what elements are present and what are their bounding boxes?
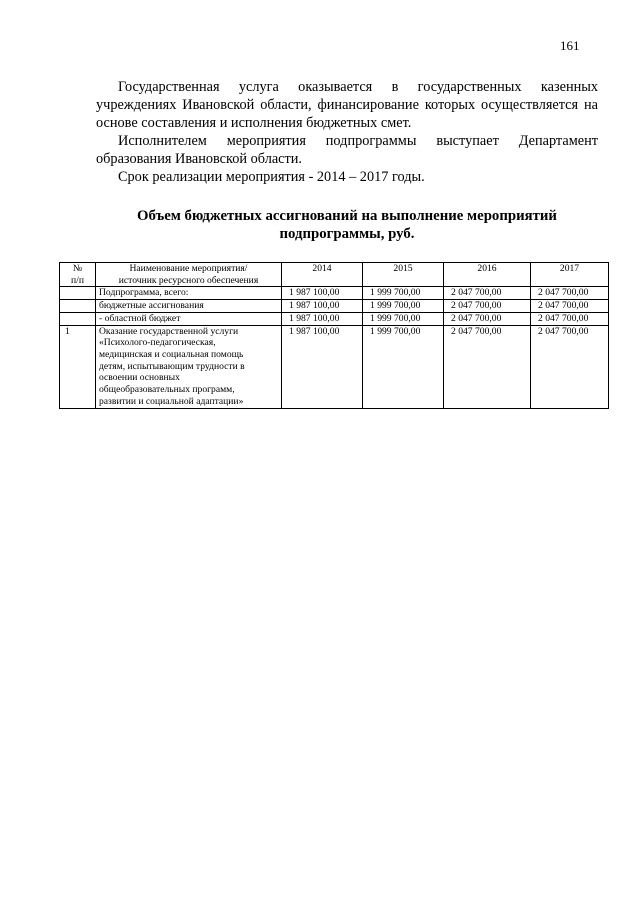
header-number (60, 263, 96, 287)
header-name (96, 263, 282, 287)
budget-heading-line1: Объем бюджетных ассигнований на выполнение мероприятий (137, 208, 557, 224)
row-name-line: общеобразовательных программ, (99, 384, 235, 396)
row-value-2015: 1 999 700,00 (363, 300, 444, 313)
row-name-line: «Психолого-педагогическая, (99, 337, 216, 349)
header-name-line1: Наименование мероприятия/ (129, 263, 248, 274)
row-value-2015: 1 999 700,00 (363, 312, 444, 325)
header-year-2015: 2015 (363, 263, 444, 287)
table-row-service-activity (60, 325, 609, 409)
page-number: 161 (560, 38, 580, 53)
budget-heading (96, 207, 598, 243)
table-row-subprogram-total (60, 287, 609, 300)
paragraph-service-description: Государственная услуга оказывается в государственных казенных учреждениях Ивановской области, финансирование которых осуществляется на основе составления и исполнения бюджетных смет. (96, 79, 598, 131)
row-value-2016: 2 047 700,00 (444, 312, 531, 325)
row-value-2014: 1 987 100,00 (282, 325, 363, 409)
row-value-2017: 2 047 700,00 (531, 287, 609, 300)
table-row-budget-allocations (60, 300, 609, 313)
row-value-2016: 2 047 700,00 (444, 325, 531, 409)
header-number-line2: п/п (71, 274, 84, 286)
paragraph-executor: Исполнителем мероприятия подпрограммы выступает Департамент образования Ивановской области. (96, 133, 598, 167)
row-value-2016: 2 047 700,00 (444, 287, 531, 300)
row-value-2017: 2 047 700,00 (531, 325, 609, 409)
row-value-2015: 1 999 700,00 (363, 325, 444, 409)
header-year-2014: 2014 (282, 263, 363, 287)
row-name: Подпрограмма, всего: (96, 287, 282, 300)
row-number (60, 300, 96, 313)
header-number-line1: № (72, 263, 83, 274)
budget-table (59, 262, 609, 409)
header-year-2016: 2016 (444, 263, 531, 287)
budget-heading-line2: подпрограммы, руб. (279, 226, 415, 242)
row-name (96, 325, 282, 409)
row-name-line: развитии и социальной адаптации» (99, 395, 244, 407)
row-value-2014: 1 987 100,00 (282, 287, 363, 300)
row-name: бюджетные ассигнования (96, 300, 282, 313)
table-header-row (60, 263, 609, 287)
row-number (60, 287, 96, 300)
header-name-line2: источник ресурсного обеспечения (118, 274, 259, 286)
row-name-line: освоении основных (99, 372, 180, 384)
row-name-line: детям, испытывающим трудности в (99, 360, 245, 372)
row-name-line: медицинская и социальная помощь (99, 348, 244, 360)
paragraph-timeline: Срок реализации мероприятия - 2014 – 2017 годы. (118, 169, 425, 185)
row-value-2016: 2 047 700,00 (444, 300, 531, 313)
row-name-line: Оказание государственной услуги (99, 325, 239, 337)
row-number: 1 (60, 325, 96, 409)
row-value-2014: 1 987 100,00 (282, 300, 363, 313)
row-value-2014: 1 987 100,00 (282, 312, 363, 325)
row-value-2015: 1 999 700,00 (363, 287, 444, 300)
row-value-2017: 2 047 700,00 (531, 300, 609, 313)
row-name: - областной бюджет (96, 312, 282, 325)
header-year-2017: 2017 (531, 263, 609, 287)
row-number (60, 312, 96, 325)
row-value-2017: 2 047 700,00 (531, 312, 609, 325)
table-row-regional-budget (60, 312, 609, 325)
